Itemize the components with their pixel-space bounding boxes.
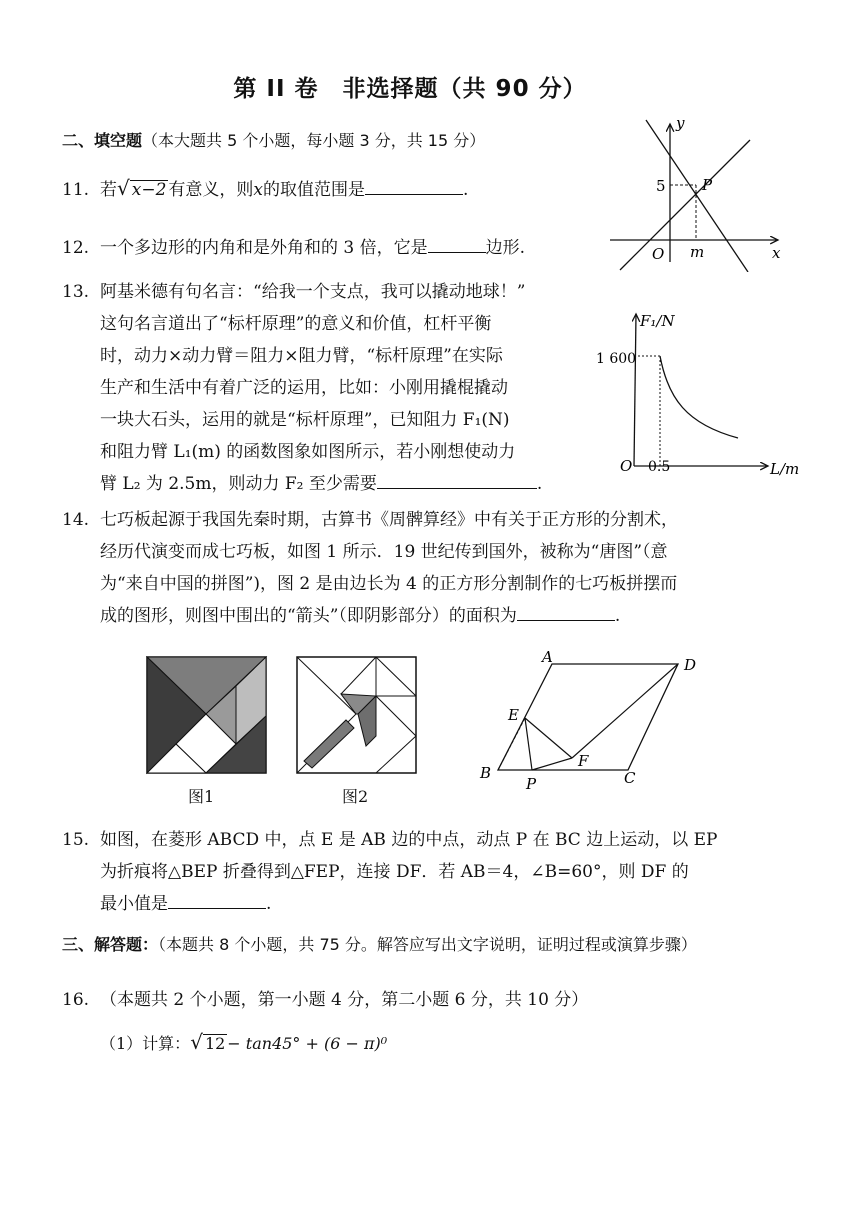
vertex-c: C [624,769,636,787]
origin-label: O [620,457,633,475]
q11-post: 有意义，则 [168,180,254,200]
figure-caption-2: 图2 [342,787,369,806]
segment-df [572,664,678,758]
section-desc: （本大题共 5 个小题，每小题 3 分，共 15 分） [142,131,486,150]
question-number: 12. [62,238,90,258]
q16-sub1-label: （1）计算： [100,1034,191,1053]
section-solve-header [62,932,697,955]
section-name: 三、解答题： [62,935,159,954]
q16-radicand: 12 [204,1034,226,1053]
vertex-b: B [480,764,492,782]
q14-line: 七巧板起源于我国先秦时期，古算书《周髀算经》中有关于正方形的分割术， [100,510,678,530]
q15-line: 最小值是 [100,894,168,914]
q11-end: . [463,180,469,200]
q13-line: 和阻力臂 L₁(m) 的函数图象如图所示，若小刚想使动力 [100,442,516,462]
sqrt-sign: √ [190,1030,203,1054]
q13-line: 臂 L₂ 为 2.5m，则动力 F₂ 至少需要 [100,474,377,494]
x-axis-label: L/m [770,460,800,478]
vertex-d: D [684,656,697,674]
x-value-label: m [690,243,705,261]
q12-end: 边形. [485,238,526,258]
q14-end: . [614,606,621,626]
answer-blank[interactable] [428,232,486,253]
figure-inverse-proportion [590,306,805,482]
figure-lines-intersection [610,112,790,272]
answer-blank[interactable] [517,600,615,621]
page-title: 第 II 卷 非选择题（共 90 分） [233,76,587,102]
q14-line: 经历代演变而成七巧板，如图 1 所示．19 世纪传到国外，被称为“唐图”（意 [100,542,668,562]
segment-ep [525,718,532,770]
q13-line: 阿基米德有句名言：“给我一个支点，我可以撬动地球！” [100,282,526,302]
question-number: 13. [62,282,90,302]
inverse-curve [660,356,738,438]
origin-label: O [652,245,665,263]
question-number: 15. [62,830,90,850]
figure-tangram-1 [146,656,268,776]
question-12 [62,232,525,264]
y-axis [634,314,636,466]
figure-caption-1: 图1 [188,787,215,806]
answer-blank[interactable] [377,468,537,489]
point-p: P [526,775,537,793]
segment-pf [532,758,572,770]
question-number: 16. [62,990,90,1010]
y-value-label: 5 [656,177,666,195]
question-16-part-1 [100,1026,387,1060]
q11-radicand: x−2 [131,180,167,200]
y-axis-label: F₁/N [640,312,675,330]
figure-tangram-2 [296,656,418,776]
sqrt-sign: √ [117,176,130,200]
q16-text: （本题共 2 个小题，第一小题 4 分，第二小题 6 分，共 10 分） [100,990,589,1010]
q14-line: 成的图形，则图中围出的“箭头”（即阴影部分）的面积为 [100,606,517,626]
answer-blank[interactable] [365,174,463,195]
point-p-label: P [702,176,713,194]
point-e: E [508,706,519,724]
question-15 [62,824,717,920]
answer-blank[interactable] [168,888,266,909]
x-axis-label: x [772,244,781,262]
q12-text: 一个多边形的内角和是外角和的 3 倍，它是 [100,238,428,258]
y-tick-label: 1 600 [596,351,637,367]
vertex-a: A [542,648,553,666]
question-13 [62,276,542,500]
q15-end: . [266,894,272,914]
q13-line: 时，动力×动力臂＝阻力×阻力臂，“标杆原理”在实际 [100,346,503,366]
question-11 [62,172,468,206]
q15-line: 如图，在菱形 ABCD 中，点 E 是 AB 边的中点，动点 P 在 BC 边上运动，以 EP [100,830,718,850]
question-14 [62,504,678,632]
section-name: 二、填空题 [62,131,143,150]
question-number: 11. [62,180,90,200]
y-axis-label: y [676,114,685,132]
q13-line: 一块大石头，运用的就是“标杆原理”，已知阻力 F₁(N) [100,410,510,430]
q13-end: . [536,474,543,494]
section-desc: （本题共 8 个小题，共 75 分。解答应写出文字说明，证明过程或演算步骤） [158,935,697,954]
x-tick-label: 0.5 [648,459,671,475]
figure-rhombus [470,646,720,796]
increasing-line [620,140,750,270]
q14-line: 为“来自中国的拼图”)，图 2 是由边长为 4 的正方形分割制作的七巧板拼摆而 [100,574,678,594]
q15-line: 为折痕将△BEP 折叠得到△FEP，连接 DF．若 AB＝4，∠B=60°，则 DF 的 [100,862,689,882]
question-number: 14. [62,510,90,530]
q16-expression: − tan45° + (6 − π)⁰ [227,1034,388,1053]
segment-ef [525,718,572,758]
q11-var: x [253,180,263,200]
question-16 [62,984,588,1016]
q11-pre: 若 [100,180,117,200]
q11-tail: 的取值范围是 [263,180,365,200]
point-f: F [578,752,589,770]
q13-line: 这句名言道出了“标杆原理”的意义和价值，杠杆平衡 [100,314,492,334]
q13-line: 生产和生活中有着广泛的运用，比如：小刚用撬棍撬动 [100,378,508,398]
section-fill-blank-header [62,128,485,151]
